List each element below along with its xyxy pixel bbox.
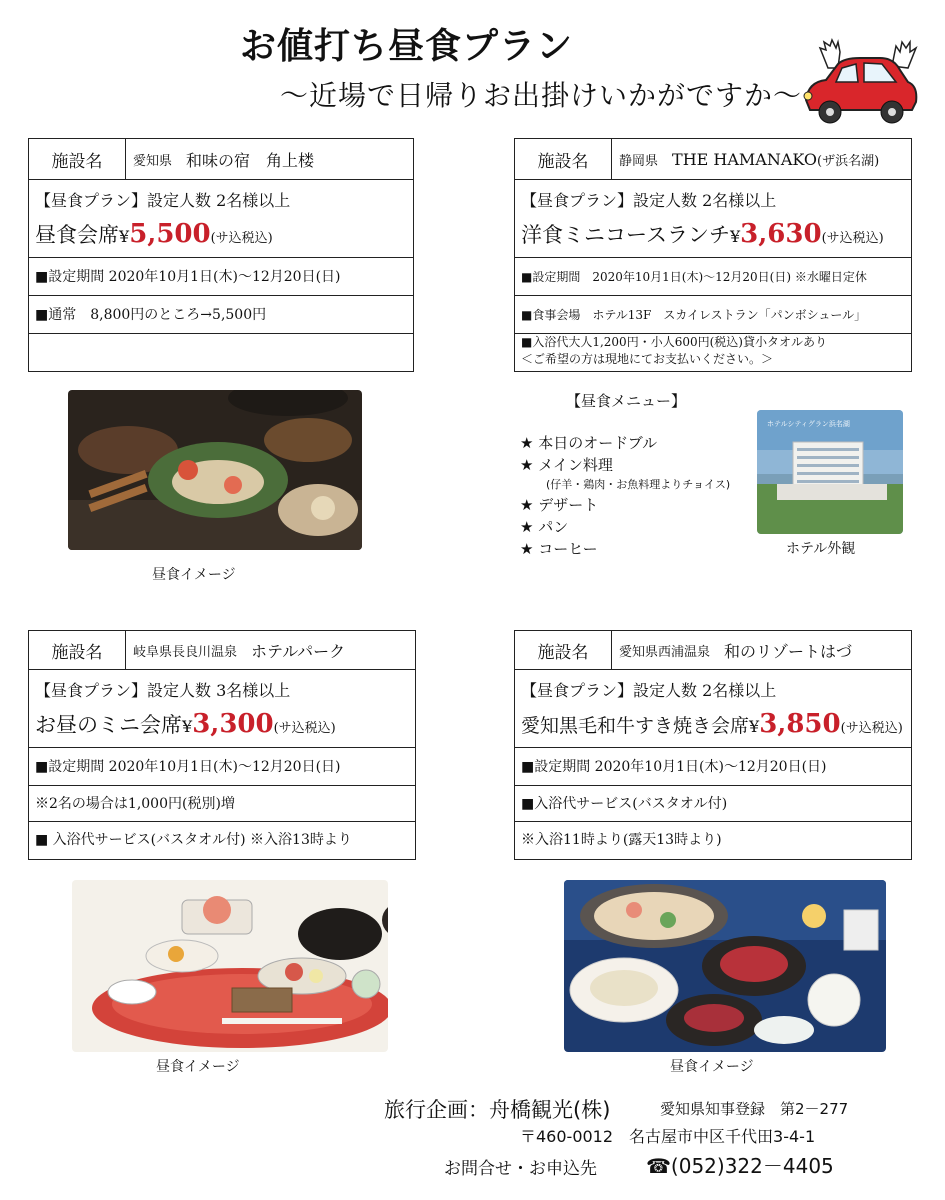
plan-row (29, 669, 415, 747)
menu-item-note: (仔羊・鶏肉・お魚料理よりチョイス) (546, 478, 731, 491)
yen-sign: ¥ (182, 717, 193, 736)
meal-line (521, 219, 911, 249)
plan-row (515, 179, 911, 257)
meal-line (521, 709, 911, 739)
facility-prefecture: 愛知県 (133, 153, 173, 169)
bath-note: ＜ご希望の方は現地にてお支払いください。＞ (521, 352, 774, 366)
facility-prefecture: 岐阜県長良川温泉 (133, 644, 238, 660)
menu-item: ★ デザート (520, 496, 599, 514)
registration-number: 愛知県知事登録 第2－277 (660, 1100, 849, 1118)
hotel-exterior-photo (757, 410, 903, 534)
menu-item: ★ 本日のオードブル (520, 434, 658, 452)
tax-note: (サ込税込) (821, 231, 884, 246)
lunch-photo-hotelpark (72, 880, 388, 1052)
facility-name (133, 631, 345, 669)
facility-label: 施設名 (515, 631, 612, 669)
company-address: 〒460-0012 名古屋市中区千代田3-4-1 (520, 1127, 816, 1146)
bath-row (515, 333, 911, 369)
price: 3,850 (759, 709, 841, 739)
plan-line: 【昼食プラン】設定人数 3名様以上 (35, 681, 291, 700)
period-row: ■設定期間 2020年10月1日(木)～12月20日(日) ※水曜日定休 (515, 257, 911, 295)
facility-row (515, 631, 911, 669)
phone-line[interactable] (646, 1150, 834, 1179)
travel-planner: 旅行企画：舟橋観光(株) (384, 1098, 611, 1122)
venue-row: ■食事会場 ホテル13F スカイレストラン「パンボシュール」 (515, 295, 911, 333)
menu-item: ★ メイン料理 (520, 456, 613, 474)
menu-heading: 【昼食メニュー】 (566, 392, 687, 410)
bath-fee: ■入浴代大人1,200円・小人600円(税込)貸小タオルあり (521, 335, 827, 349)
plan-box-hamanako (514, 138, 912, 372)
note-row: ※入浴11時より(露天13時より) (515, 821, 911, 857)
lunch-photo-kakujoro (68, 390, 362, 550)
tax-note: (サ込税込) (273, 721, 336, 736)
car-mascot-icon (800, 38, 920, 128)
photo-caption: 昼食イメージ (670, 1059, 754, 1075)
yen-sign: ¥ (749, 717, 760, 736)
page-subtitle: ～近場で日帰りお出掛けいかがですか～ (280, 79, 803, 112)
meal-name: 洋食ミニコースランチ (521, 223, 730, 247)
facility-title: THE HAMANAKO (672, 149, 818, 169)
yen-sign: ¥ (119, 227, 130, 246)
facility-label: 施設名 (515, 139, 612, 179)
phone-number[interactable]: (052)322－4405 (670, 1154, 834, 1178)
photo-caption: 昼食イメージ (156, 1059, 240, 1075)
meal-name: 昼食会席 (35, 223, 119, 247)
facility-label: 施設名 (29, 631, 126, 669)
facility-prefecture: 静岡県 (619, 153, 659, 169)
tax-note: (サ込税込) (210, 231, 273, 246)
facility-title: ホテルパーク (251, 641, 346, 661)
facility-row (29, 139, 413, 179)
plan-row (29, 179, 413, 257)
photo-caption: 昼食イメージ (152, 567, 236, 583)
bath-row: ■ 入浴代サービス(バスタオル付) ※入浴13時より (29, 821, 415, 857)
plan-line: 【昼食プラン】設定人数 2名様以上 (35, 191, 291, 210)
facility-title: 和味の宿 角上楼 (186, 150, 315, 170)
plan-box-hazu (514, 630, 912, 860)
facility-prefecture: 愛知県西浦温泉 (619, 644, 711, 660)
facility-name (619, 631, 852, 669)
price: 3,630 (740, 219, 822, 249)
note-row: ※2名の場合は1,000円(税別)増 (29, 785, 415, 821)
meal-line (35, 219, 413, 249)
hotel-sign: ホテルシティグラン浜名湖 (767, 420, 850, 428)
phone-icon: ☎ (646, 1154, 671, 1178)
menu-item: ★ コーヒー (520, 540, 598, 558)
facility-subtitle: (ザ浜名湖) (817, 153, 880, 169)
plan-box-kakujoro (28, 138, 414, 372)
price: 3,300 (192, 709, 274, 739)
yen-sign: ¥ (729, 227, 741, 246)
meal-line (35, 709, 415, 739)
facility-row (515, 139, 911, 179)
period-row: ■設定期間 2020年10月1日(木)～12月20日(日) (29, 257, 413, 295)
empty-row (29, 333, 413, 369)
meal-name: お昼のミニ会席 (35, 713, 182, 737)
price: 5,500 (129, 219, 211, 249)
contact-label: お問合せ・お申込先 (444, 1159, 597, 1179)
facility-label: 施設名 (29, 139, 126, 179)
facility-title: 和のリゾートはづ (724, 641, 853, 661)
menu-item: ★ パン (520, 518, 569, 536)
plan-row (515, 669, 911, 747)
meal-name: 愛知黒毛和牛すき焼き会席 (521, 715, 750, 737)
plan-line: 【昼食プラン】設定人数 2名様以上 (521, 191, 777, 210)
facility-name (133, 139, 314, 179)
period-row: ■設定期間 2020年10月1日(木)～12月20日(日) (515, 747, 911, 785)
tax-note: (サ込税込) (840, 721, 903, 736)
period-row: ■設定期間 2020年10月1日(木)～12月20日(日) (29, 747, 415, 785)
facility-row (29, 631, 415, 669)
facility-name (619, 139, 879, 179)
bath-row: ■入浴代サービス(バスタオル付) (515, 785, 911, 821)
photo-caption: ホテル外観 (786, 541, 856, 557)
plan-box-hotelpark (28, 630, 416, 860)
plan-line: 【昼食プラン】設定人数 2名様以上 (521, 681, 777, 700)
note-row: ■通常 8,800円のところ→5,500円 (29, 295, 413, 333)
lunch-photo-hazu (564, 880, 886, 1052)
page-title: お値打ち昼食プラン (240, 26, 574, 67)
